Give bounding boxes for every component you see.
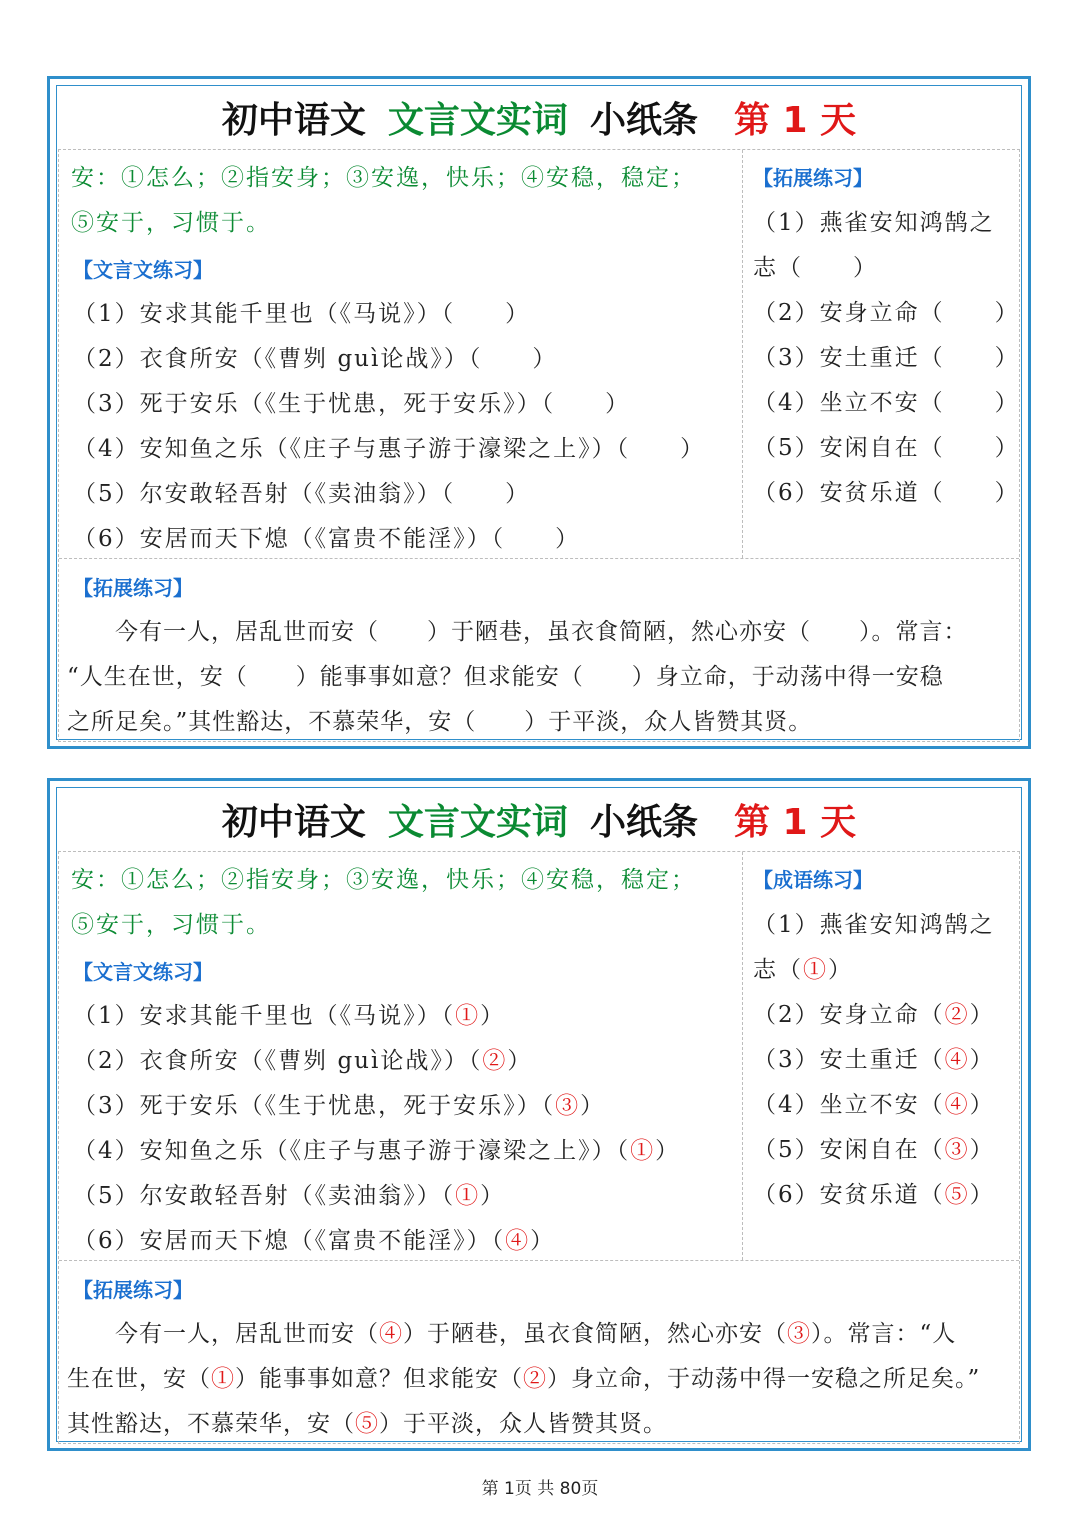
idiom-answer-item: （4）坐立不安（④） <box>753 1092 995 1118</box>
answer-mark: ① <box>455 1183 481 1209</box>
section-heading-idioms: 【成语练习】 <box>753 868 873 892</box>
question-item: （2）衣食所安（《曹刿 guì论战》）（ ） <box>73 346 558 372</box>
answer-mark: ④ <box>379 1321 403 1347</box>
question-item: （6）安居而天下熄（《富贵不能淫》）（ ） <box>73 526 581 552</box>
passage-line: 其性豁达，不慕荣华，安（⑤）于平淡，众人皆赞其贤。 <box>67 1411 667 1437</box>
answer-mark: ① <box>803 957 828 983</box>
idiom-answer-item: （5）安闲自在（③） <box>753 1137 995 1163</box>
title-topic: 文言文实词 <box>387 100 568 141</box>
question-item: （3）死于安乐（《生于忧患，死于安乐》）（ ） <box>73 391 631 417</box>
question-item: （4）安知鱼之乐（《庄子与惠子游于濠梁之上》）（ ） <box>73 436 706 462</box>
answer-mark: ① <box>630 1138 656 1164</box>
idiom-item: （1）燕雀安知鸿鹄之 <box>753 210 995 236</box>
idiom-item: 志（ ） <box>753 255 878 281</box>
answer-mark: ③ <box>555 1093 581 1119</box>
title-subject: 初中语文 <box>221 100 366 141</box>
title-day: 第 1 天 <box>733 802 857 843</box>
answer-mark: ④ <box>944 1047 970 1073</box>
passage-line: 今有一人，居乱世而安（④）于陋巷，虽衣食简陋，然心亦安（③）。常言：“人 <box>67 1321 957 1347</box>
question-item: （1）安求其能千里也（《马说》）（ ） <box>73 301 531 327</box>
section-heading-classical: 【文言文练习】 <box>73 258 213 282</box>
answer-item: （5）尔安敢轻吾射（《卖油翁》）（①） <box>73 1183 506 1209</box>
idiom-item: （1）燕雀安知鸿鹄之 <box>753 912 995 938</box>
answer-mark: ② <box>482 1048 508 1074</box>
passage-line: 生在世，安（①）能事事如意？但求能安（②）身立命，于动荡中得一安稳之所足矣。” <box>67 1366 981 1392</box>
idiom-item: （4）坐立不安（ ） <box>753 390 1020 416</box>
idiom-answer-item: 志（①） <box>753 957 853 983</box>
definition-line-1: 安：①怎么；②指安身；③安逸，快乐；④安稳，稳定； <box>71 165 696 191</box>
definition-line-2: ⑤安于，习惯于。 <box>71 912 271 938</box>
idiom-item: （5）安闲自在（ ） <box>753 435 1020 461</box>
section-heading-passage: 【拓展练习】 <box>73 1278 193 1302</box>
answer-mark: ⑤ <box>355 1411 379 1437</box>
title-day: 第 1 天 <box>733 100 857 141</box>
passage-line: 之所足矣。”其性豁达，不慕荣华，安（ ）于平淡，众人皆赞其贤。 <box>67 709 813 735</box>
answer-item: （1）安求其能千里也（《马说》）（①） <box>73 1003 506 1029</box>
idiom-item: （2）安身立命（ ） <box>753 300 1020 326</box>
page-footer: 第 1页 共 80页 <box>481 1479 599 1499</box>
title-subject: 初中语文 <box>221 802 366 843</box>
answer-mark: ④ <box>944 1092 970 1118</box>
answer-mark: ③ <box>787 1321 811 1347</box>
answer-item: （4）安知鱼之乐（《庄子与惠子游于濠梁之上》）（①） <box>73 1138 681 1164</box>
section-heading-classical: 【文言文练习】 <box>73 960 213 984</box>
card-title <box>50 795 1028 851</box>
title-label: 小纸条 <box>589 100 698 141</box>
answer-mark: ④ <box>505 1228 531 1254</box>
answer-mark: ③ <box>944 1137 970 1163</box>
definition-line-2: ⑤安于，习惯于。 <box>71 210 271 236</box>
passage-line: 今有一人，居乱世而安（ ）于陋巷，虽衣食简陋，然心亦安（ ）。常言： <box>67 619 968 645</box>
card-questions <box>47 76 1031 749</box>
card-title <box>50 93 1028 149</box>
title-topic: 文言文实词 <box>387 802 568 843</box>
answer-mark: ⑤ <box>944 1182 970 1208</box>
answer-item: （3）死于安乐（《生于忧患，死于安乐》）（③） <box>73 1093 606 1119</box>
answer-mark: ① <box>455 1003 481 1029</box>
idiom-item: （6）安贫乐道（ ） <box>753 480 1020 506</box>
title-label: 小纸条 <box>589 802 698 843</box>
answer-mark: ② <box>523 1366 547 1392</box>
answer-item: （2）衣食所安（《曹刿 guì论战》）（②） <box>73 1048 533 1074</box>
content-grid <box>58 851 1020 1444</box>
section-heading-extension: 【拓展练习】 <box>753 166 873 190</box>
definition-line-1: 安：①怎么；②指安身；③安逸，快乐；④安稳，稳定； <box>71 867 696 893</box>
card-answers <box>47 778 1031 1451</box>
answer-item: （6）安居而天下熄（《富贵不能淫》）（④） <box>73 1228 556 1254</box>
answer-mark: ② <box>944 1002 970 1028</box>
content-grid <box>58 149 1020 742</box>
idiom-answer-item: （6）安贫乐道（⑤） <box>753 1182 995 1208</box>
answer-mark: ① <box>211 1366 235 1392</box>
section-heading-passage: 【拓展练习】 <box>73 576 193 600</box>
question-item: （5）尔安敢轻吾射（《卖油翁》）（ ） <box>73 481 531 507</box>
idiom-answer-item: （2）安身立命（②） <box>753 1002 995 1028</box>
passage-line: “人生在世，安（ ）能事事如意？但求能安（ ）身立命，于动荡中得一安稳 <box>67 664 944 690</box>
idiom-item: （3）安土重迁（ ） <box>753 345 1020 371</box>
idiom-answer-item: （3）安土重迁（④） <box>753 1047 995 1073</box>
